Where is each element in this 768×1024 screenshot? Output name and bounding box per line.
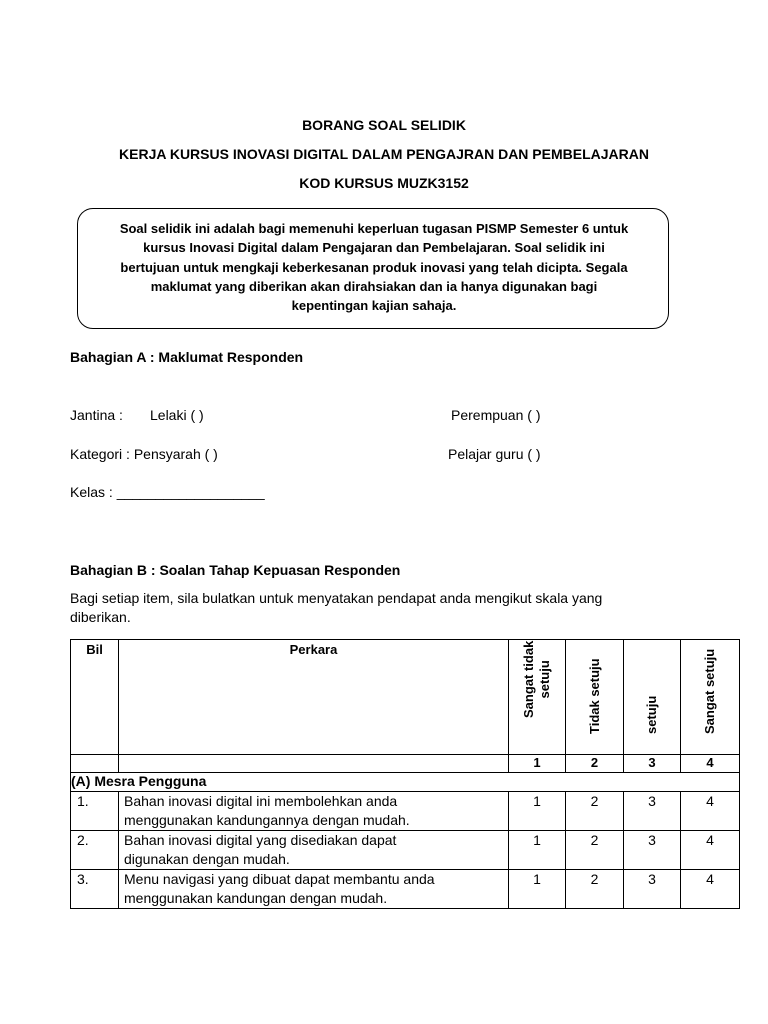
item-number: 3. [71, 870, 119, 909]
scale-number-row [71, 755, 740, 773]
class-field[interactable]: Kelas : ___________________ [70, 484, 265, 500]
intro-text [84, 219, 664, 315]
score-option[interactable]: 4 [681, 792, 740, 831]
score-option[interactable]: 1 [509, 831, 566, 870]
option-pensyarah[interactable]: Kategori : Pensyarah ( ) [70, 446, 218, 462]
form-subtitle: KERJA KURSUS INOVASI DIGITAL DALAM PENGAJRAN DAN PEMBELAJARAN [119, 146, 649, 162]
scale-number: 4 [681, 755, 740, 773]
column-header-sangat-setuju [681, 640, 740, 755]
table-header-row [71, 640, 740, 755]
option-pelajar-guru[interactable]: Pelajar guru ( ) [448, 446, 541, 462]
score-option[interactable]: 2 [566, 792, 624, 831]
scale-number: 3 [624, 755, 681, 773]
scale-label: setuju [644, 695, 659, 734]
table-row [71, 870, 740, 909]
column-header-tidak-setuju [566, 640, 624, 755]
intro-line: bertujuan untuk mengkaji keberkesanan produk inovasi yang telah dicipta. Segala [120, 259, 628, 275]
column-header-setuju [624, 640, 681, 755]
scale-number: 2 [566, 755, 624, 773]
score-option[interactable]: 4 [681, 870, 740, 909]
table-row [71, 792, 740, 831]
section-label: (A) Mesra Pengguna [71, 773, 740, 792]
intro-line: Soal selidik ini adalah bagi memenuhi keperluan tugasan PISMP Semester 6 untuk [119, 221, 629, 236]
table-row [71, 831, 740, 870]
instruction-line: Bagi setiap item, sila bulatkan untuk menyatakan pendapat anda mengikut skala yang [70, 590, 603, 606]
score-option[interactable]: 2 [566, 831, 624, 870]
section-row [71, 773, 740, 792]
score-option[interactable]: 4 [681, 831, 740, 870]
course-code: KOD KURSUS MUZK3152 [299, 175, 469, 191]
score-option[interactable]: 2 [566, 870, 624, 909]
item-text: Menu navigasi yang dibuat dapat membantu anda menggunakan kandungan dengan mudah. [119, 870, 509, 909]
intro-line: kepentingan kajian sahaja. [291, 298, 457, 314]
column-header-sangat-tidak-setuju [509, 640, 566, 755]
form-title: BORANG SOAL SELIDIK [302, 117, 466, 133]
option-lelaki[interactable]: Lelaki ( ) [150, 407, 204, 423]
scale-label: Sangat tidak [521, 640, 536, 718]
instruction-line: diberikan. [70, 609, 131, 625]
intro-line: kursus Inovasi Digital dalam Pengajaran dan Pembelajaran. Soal selidik ini [143, 240, 605, 256]
scale-label: Tidak setuju [586, 658, 602, 734]
score-option[interactable]: 3 [624, 792, 681, 831]
item-number: 1. [71, 792, 119, 831]
option-perempuan[interactable]: Perempuan ( ) [451, 407, 541, 423]
item-text: Bahan inovasi digital ini membolehkan anda menggunakan kandungannya dengan mudah. [119, 792, 509, 831]
score-option[interactable]: 3 [624, 831, 681, 870]
column-header-bil: Bil [71, 640, 119, 755]
gender-label: Jantina : [70, 407, 123, 423]
column-header-perkara: Perkara [119, 640, 509, 755]
section-b-heading: Bahagian B : Soalan Tahap Kepuasan Responden [70, 562, 401, 578]
score-option[interactable]: 3 [624, 870, 681, 909]
scale-label: setuju [537, 660, 552, 699]
scale-label: Sangat setuju [702, 648, 717, 734]
item-text: Bahan inovasi digital yang disediakan dapat digunakan dengan mudah. [119, 831, 509, 870]
score-option[interactable]: 1 [509, 870, 566, 909]
section-a-heading: Bahagian A : Maklumat Responden [70, 349, 304, 365]
score-option[interactable]: 1 [509, 792, 566, 831]
intro-line: maklumat yang diberikan akan dirahsiakan dan ia hanya digunakan bagi [150, 278, 598, 294]
scale-number: 1 [509, 755, 566, 773]
survey-table [70, 639, 740, 909]
item-number: 2. [71, 831, 119, 870]
